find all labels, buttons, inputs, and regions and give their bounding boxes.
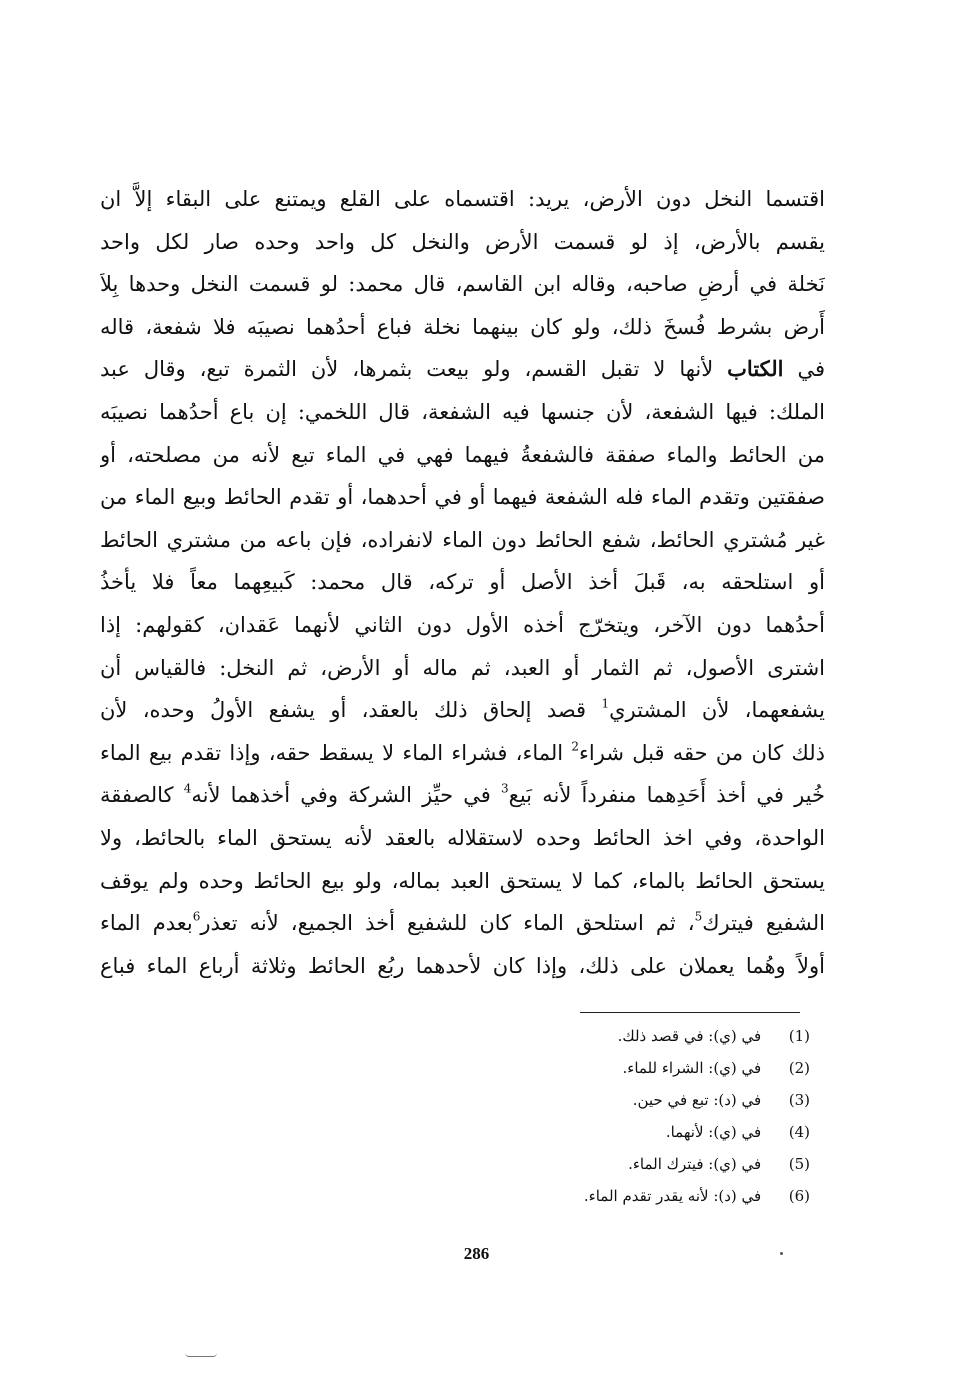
text-line	[100, 774, 825, 817]
scan-speck	[780, 1252, 783, 1255]
text-segment: يشفعهما، لأن المشتري	[609, 698, 825, 723]
footnote	[520, 1148, 810, 1180]
text-segment: في	[797, 357, 825, 382]
text-line: نَخلة في أرضِ صاحبه، وقاله ابن القاسم، قال محمد: لو قسمت النخل وحدها بِلاَ	[100, 272, 825, 297]
text-line	[100, 902, 825, 945]
footnote-number: (6)	[788, 1187, 810, 1205]
footnote-number: (1)	[788, 1027, 810, 1045]
footnote-ref[interactable]: 4	[183, 781, 192, 796]
text-segment: ، ثم استلحق الماء كان للشفيع أخذ الجميع، لأنه تعذر	[200, 911, 695, 936]
footnote-ref[interactable]: 3	[501, 781, 509, 796]
text-line	[100, 348, 825, 391]
footnote	[520, 1084, 810, 1116]
footnote-ref[interactable]: 5	[694, 909, 703, 924]
text-line	[100, 732, 825, 775]
footnote-text: في (ي): لأنهما.	[665, 1123, 762, 1141]
footnote-text: في (ي): في قصد ذلك.	[617, 1027, 762, 1045]
text-segment: بعدم الماء	[100, 911, 193, 936]
text-line: أو استلحقه به، قَبلَ أخذ الأصل أو تركه، قال محمد: كَبيعِهما معاً فلا يأخذُ	[100, 570, 825, 595]
footnote-number: (4)	[788, 1123, 810, 1141]
text-line: يستحق الحائط بالماء، كما لا يستحق العبد بماله، ولو بيع الحائط وحده ولم يوقف	[100, 868, 825, 893]
footnote-text: في (ي): الشراء للماء.	[622, 1059, 762, 1077]
footnote-ref[interactable]: 2	[571, 739, 580, 754]
page-number: 286	[463, 1244, 490, 1263]
text-segment: قصد إلحاق ذلك بالعقد، أو يشفع الأولُ وحده، لأن	[100, 698, 587, 723]
footnote	[520, 1180, 810, 1212]
text-line: الواحدة، وفي اخذ الحائط وحده لاستقلاله بالعقد لأنه يستحق الماء بالحائط، ولا	[100, 825, 825, 850]
text-segment: ذلك كان من حقه قبل شراء	[579, 740, 825, 765]
main-text	[100, 178, 825, 987]
text-segment: لأنها لا تقبل القسم، ولو بيعت بثمرها، لأن الثمرة تبع، وقال عبد	[100, 357, 714, 382]
text-segment: في حيِّز الشركة وفي أخذهما لأنه	[191, 783, 491, 808]
text-line	[100, 689, 825, 732]
text-line: أَرض بشرط فُسخَ ذلك، ولو كان بينهما نخلة فباع أحدُهما نصيبَه فلا شفعة، قاله	[100, 314, 825, 339]
footnote-text: في (د): لأنه يقدر تقدم الماء.	[583, 1187, 762, 1205]
footnote	[520, 1052, 810, 1084]
bold-term: الكتاب	[727, 356, 784, 382]
text-segment: خُير في أخذ أَحَدِهما منفرداً لأنه بَيع	[508, 783, 825, 808]
text-line: اقتسما النخل دون الأرض، يريد: اقتسماه على القلع ويمتنع على البقاء إلاَّ ان	[100, 187, 825, 211]
footnote-number: (3)	[788, 1091, 810, 1109]
footnote-divider	[580, 1012, 800, 1013]
scan-mark	[185, 1353, 217, 1357]
text-line: أولاً وهُما يعملان على ذلك، وإذا كان لأحدهما ربُع الحائط وثلاثة أرباع الماء فباع	[100, 953, 825, 978]
text-segment: الماء، فشراء الماء لا يسقط حقه، وإذا تقدم بيع الماء	[100, 740, 564, 765]
text-line: صفقتين وتقدم الماء فله الشفعة فيهما أو في أحدهما، أو تقدم الحائط وبيع الماء من	[100, 485, 825, 510]
text-line: يقسم بالأرض، إذ لو قسمت الأرض والنخل كل واحد وحده صار لكل واحد	[100, 229, 825, 254]
text-segment: كالصفقة	[100, 783, 174, 808]
text-line: اشترى الأصول، ثم الثمار أو العبد، ثم ماله أو الأرض، ثم النخل: فالقياس أن	[100, 655, 825, 680]
footnote-ref[interactable]: 6	[192, 909, 201, 924]
footnote-ref[interactable]: 1	[601, 696, 610, 711]
footnote-number: (5)	[788, 1155, 810, 1173]
footnote-number: (2)	[788, 1059, 810, 1077]
footnotes	[520, 1020, 810, 1212]
text-line: غير مُشتري الحائط، شفع الحائط دون الماء لانفراده، فإن باعه من مشتري الحائط	[100, 527, 825, 552]
footnote	[520, 1116, 810, 1148]
text-line: الملك: فيها الشفعة، لأن جنسها فيه الشفعة، قال اللخمي: إن باع أحدُهما نصيبَه	[100, 399, 825, 424]
footnote	[520, 1020, 810, 1052]
text-line: أحدُهما دون الآخر، ويتخرّج أخذه الأول دون الثاني لأنهما عَقدان، كقولهم: إذا	[100, 612, 825, 637]
footnote-text: في (ي): فيترك الماء.	[628, 1155, 762, 1173]
footnote-text: في (د): تبع في حين.	[632, 1091, 762, 1109]
text-segment: الشفيع فيترك	[702, 911, 825, 936]
text-line: من الحائط والماء صفقة فالشفعةُ فيهما فهي في الماء تبع لأنه من مصلحته، أو	[100, 442, 825, 467]
